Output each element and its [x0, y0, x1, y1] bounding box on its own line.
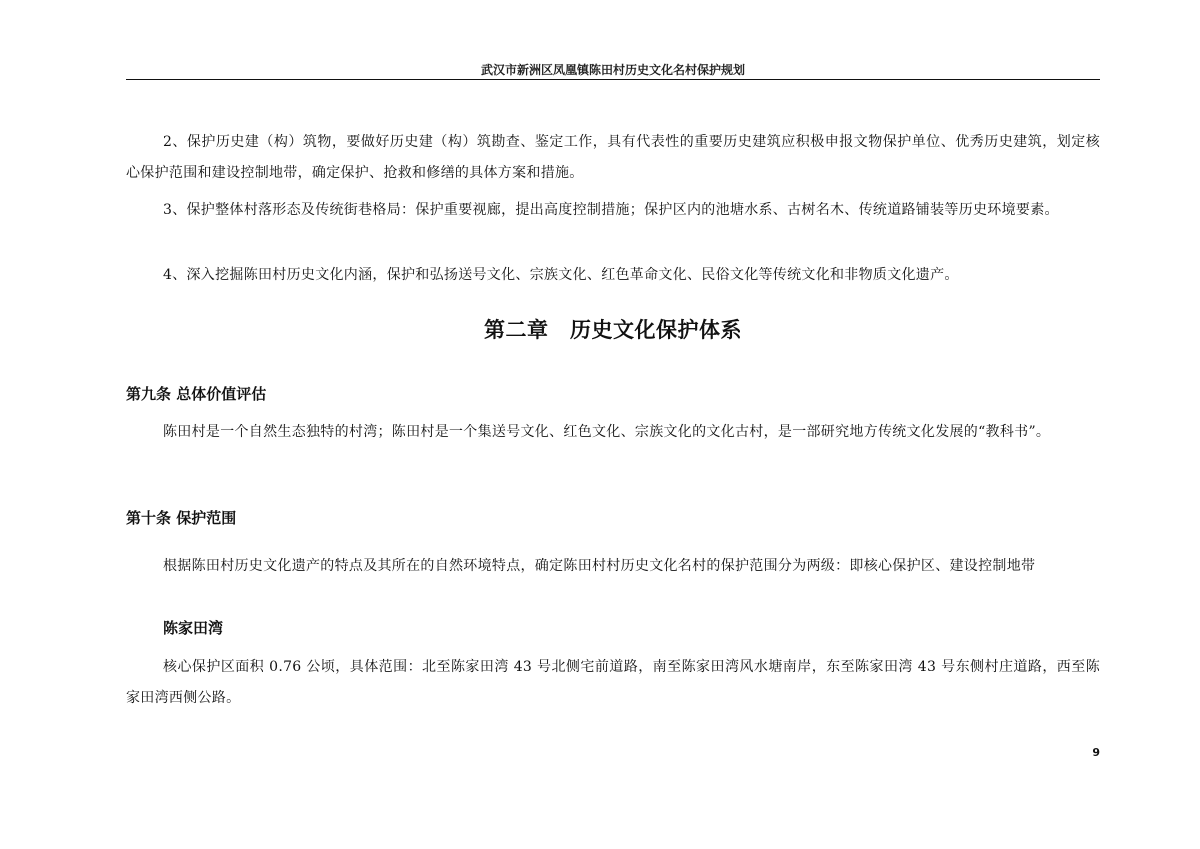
chapter-title: 第二章 历史文化保护体系 [484, 317, 742, 342]
document-header-title: 武汉市新洲区凤凰镇陈田村历史文化名村保护规划 [480, 63, 745, 77]
article-10-paragraph: 根据陈田村历史文化遗产的特点及其所在的自然环境特点，确定陈田村村历史文化名村的保护范围分为两级：即核心保护区、建设控制地带 [163, 558, 1036, 574]
article-10-heading: 第十条 保护范围 [126, 509, 237, 527]
paragraph-item-2: 2、保护历史建（构）筑物，要做好历史建（构）筑勘查、鉴定工作，具有代表性的重要历史建筑应积极申报文物保护单位、优秀历史建筑，划定核心保护范围和建设控制地带，确定保护、抢救和修缮的具体方案和措施。 [126, 134, 1100, 181]
paragraph-item-3: 3、保护整体村落形态及传统街巷格局：保护重要视廊，提出高度控制措施；保护区内的池塘水系、古树名木、传统道路铺装等历史环境要素。 [163, 202, 1059, 218]
area-subheading: 陈家田湾 [163, 619, 224, 637]
article-9-heading: 第九条 总体价值评估 [126, 385, 267, 403]
paragraph-item-4: 4、深入挖掘陈田村历史文化内涵，保护和弘扬送号文化、宗族文化、红色革命文化、民俗文化等传统文化和非物质文化遗产。 [163, 267, 959, 283]
header-divider [126, 79, 1100, 80]
article-9-paragraph: 陈田村是一个自然生态独特的村湾；陈田村是一个集送号文化、红色文化、宗族文化的文化古村，是一部研究地方传统文化发展的“教科书”。 [163, 424, 1051, 440]
page-number: 9 [1092, 746, 1100, 759]
core-area-paragraph: 核心保护区面积 0.76 公顷，具体范围：北至陈家田湾 43 号北侧宅前道路，南至陈家田湾风水塘南岸，东至陈家田湾 43 号东侧村庄道路，西至陈家田湾西侧公路。 [126, 659, 1100, 706]
